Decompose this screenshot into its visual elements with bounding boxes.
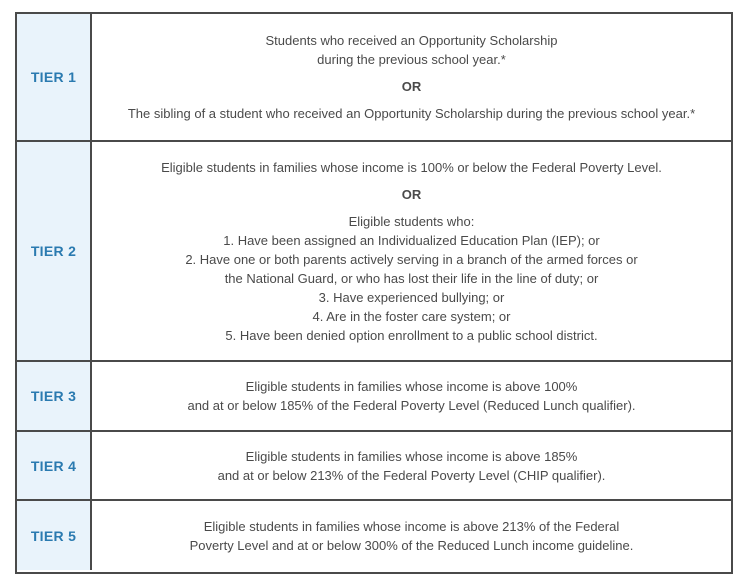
tier-2-block-b — [185, 212, 637, 345]
text-line: The sibling of a student who received an Opportunity Scholarship during the previous school year.* — [127, 106, 696, 121]
list-item: 5. Have been denied option enrollment to a public school district. — [225, 327, 598, 343]
tier-2-block-a — [161, 158, 662, 177]
text-line: Students who received an Opportunity Scholarship — [265, 33, 558, 48]
text-line: and at or below 185% of the Federal Poverty Level (Reduced Lunch qualifier). — [187, 398, 636, 413]
list-item: the National Guard, or who has lost their life in the line of duty; or — [224, 270, 599, 286]
tier-4-criteria — [92, 432, 731, 501]
tier-5-criteria — [92, 501, 731, 570]
or-separator: OR — [401, 79, 422, 94]
text-line: and at or below 213% of the Federal Poverty Level (CHIP qualifier). — [217, 467, 606, 483]
tier-table — [15, 12, 733, 574]
list-item: 4. Are in the foster care system; or — [312, 308, 511, 324]
text-line: Poverty Level and at or below 300% of the Reduced Lunch income guideline. — [189, 537, 634, 553]
text-line: Eligible students in families whose income is above 100% — [245, 379, 578, 394]
text-line: during the previous school year.* — [317, 52, 506, 67]
tier-4-label: TIER 4 — [17, 432, 92, 501]
tier-2-label: TIER 2 — [17, 142, 92, 362]
list-item: 3. Have experienced bullying; or — [318, 289, 505, 305]
tier-2-criteria — [92, 142, 731, 362]
text-line: Eligible students in families whose income is 100% or below the Federal Poverty Level. — [161, 159, 662, 175]
text-line: Eligible students in families whose income is above 213% of the Federal — [203, 518, 620, 534]
list-item: 2. Have one or both parents actively serving in a branch of the armed forces or — [185, 251, 638, 267]
list-item: 1. Have been assigned an Individualized Education Plan (IEP); or — [223, 232, 600, 248]
text-line: Eligible students who: — [348, 213, 475, 229]
tier-3-label: TIER 3 — [17, 362, 92, 432]
tier-1-criteria — [92, 14, 731, 142]
tier-5-label: TIER 5 — [17, 501, 92, 570]
tier-1-label: TIER 1 — [17, 14, 92, 142]
or-separator: OR — [401, 186, 422, 202]
tier-3-criteria — [92, 362, 731, 432]
tier-1-block-a — [266, 31, 558, 69]
text-line: Eligible students in families whose income is above 185% — [245, 448, 578, 464]
tier-1-block-b — [128, 104, 695, 123]
